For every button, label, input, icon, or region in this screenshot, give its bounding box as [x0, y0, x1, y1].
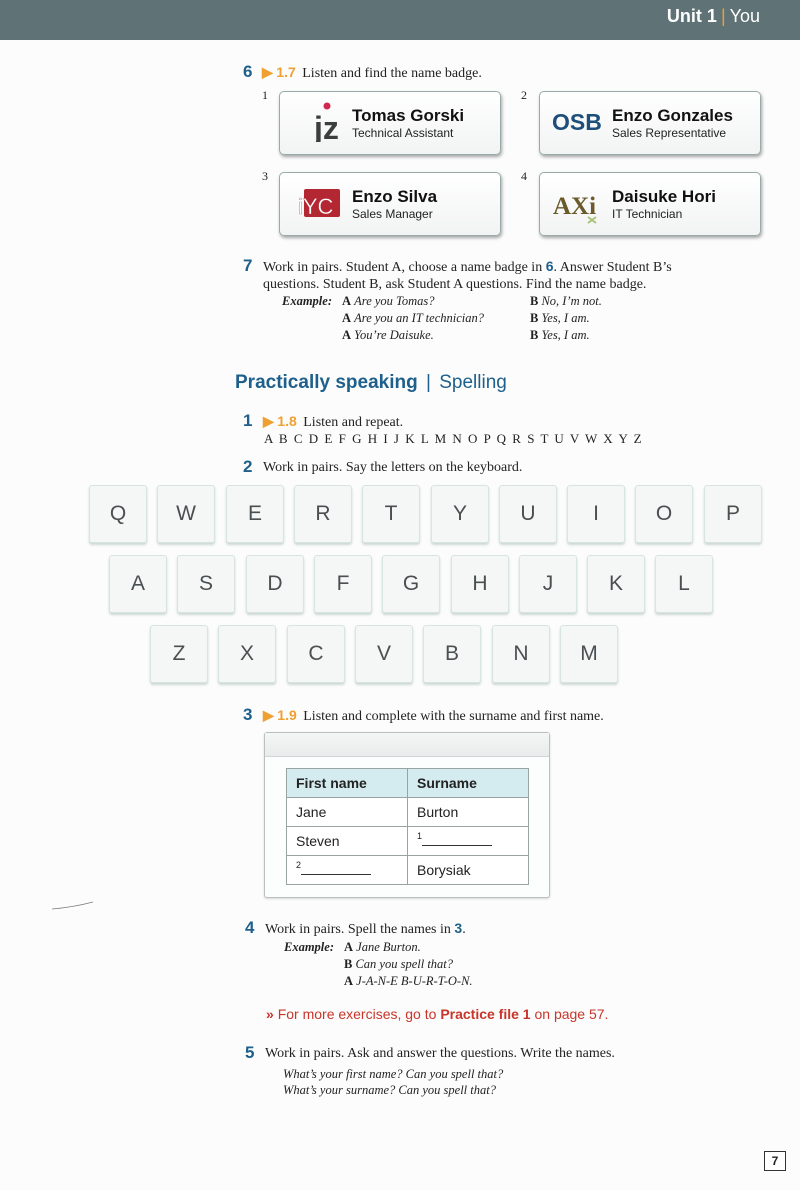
example-line-3b: B Yes, I am. [530, 328, 590, 342]
header-bar [0, 0, 800, 40]
badge-index-3: 3 [262, 169, 268, 183]
name-badge-3[interactable] [279, 172, 501, 236]
svg-text:iYC: iYC [298, 194, 334, 219]
key-v[interactable]: V [355, 625, 413, 683]
practice-5-number: 5 [245, 1043, 255, 1062]
cell-surname: Burton [408, 798, 529, 827]
osb-logo [552, 106, 612, 146]
key-c[interactable]: C [287, 625, 345, 683]
practice-3-number: 3 [243, 705, 253, 724]
cell-first-name: Jane [287, 798, 408, 827]
key-g[interactable]: G [382, 555, 440, 613]
name-badge-4[interactable] [539, 172, 761, 236]
practice-4-example: Example: [284, 940, 334, 954]
key-m[interactable]: M [560, 625, 618, 683]
table-header-row [287, 769, 529, 798]
audio-track[interactable]: 1.7 [276, 64, 296, 80]
practice-3-instruction: ▶ 1.9 Listen and complete with the surname and first name. [263, 707, 604, 724]
example-line-2b: B Yes, I am. [530, 311, 590, 325]
table-row [287, 827, 529, 856]
key-u[interactable]: U [499, 485, 557, 543]
practice-1-number: 1 [243, 411, 253, 430]
cell-surname: Borysiak [408, 856, 529, 885]
audio-track[interactable]: 1.9 [277, 707, 297, 723]
key-y[interactable]: Y [431, 485, 489, 543]
axi-logo [552, 185, 612, 225]
audio-play-icon[interactable]: ▶ [263, 413, 274, 429]
names-table [286, 768, 529, 885]
badge-role: Sales Representative [612, 126, 727, 140]
example-line-2: B Can you spell that? [344, 957, 454, 971]
more-exercises-note: » For more exercises, go to Practice file 1 on page 57. [266, 1006, 609, 1022]
key-i[interactable]: I [567, 485, 625, 543]
double-chevron-icon: » [266, 1006, 274, 1022]
cell-first-name: Steven [287, 827, 408, 856]
table-row [287, 798, 529, 827]
audio-track[interactable]: 1.8 [277, 413, 297, 429]
practice-5-questions: What’s your first name? Can you spell that? What’s your surname? Can you spell that? [283, 1067, 504, 1097]
example-line-2: A Are you an IT technician? [342, 311, 484, 325]
key-o[interactable]: O [635, 485, 693, 543]
key-e[interactable]: E [226, 485, 284, 543]
example-line-3: A J-A-N-E B-U-R-T-O-N. [344, 974, 473, 988]
iyc-logo [296, 189, 346, 229]
page-number: 7 [764, 1151, 786, 1171]
exercise-7-example: Example: [282, 294, 332, 308]
example-line-1b: B No, I’m not. [530, 294, 602, 308]
key-n[interactable]: N [492, 625, 550, 683]
svg-text:AXi: AXi [553, 193, 597, 220]
header-first-name: First name [287, 769, 408, 798]
exercise-6-number: 6 [243, 62, 253, 81]
exercise-6-instruction: ▶ 1.7 Listen and find the name badge. [262, 64, 482, 81]
key-h[interactable]: H [451, 555, 509, 613]
key-d[interactable]: D [246, 555, 304, 613]
svg-text:OSB: OSB [552, 109, 602, 135]
key-w[interactable]: W [157, 485, 215, 543]
gap-1-cell[interactable]: 1 [408, 827, 529, 856]
badge-name: Enzo Silva [352, 187, 438, 206]
key-f[interactable]: F [314, 555, 372, 613]
alphabet-line: A B C D E F G H I J K L M N O P Q R S T U V W X Y Z [264, 431, 643, 446]
key-p[interactable]: P [704, 485, 762, 543]
example-line-1: A Jane Burton. [344, 940, 421, 954]
header-surname: Surname [408, 769, 529, 798]
practice-2-number: 2 [243, 457, 253, 476]
badge-name: Enzo Gonzales [612, 106, 733, 125]
key-x[interactable]: X [218, 625, 276, 683]
key-k[interactable]: K [587, 555, 645, 613]
badge-index-2: 2 [521, 88, 527, 102]
example-line-3: A You’re Daisuke. [342, 328, 434, 342]
gap-2-cell[interactable]: 2 [287, 856, 408, 885]
name-badge-2[interactable] [539, 91, 761, 155]
badge-index-4: 4 [521, 169, 527, 183]
audio-play-icon[interactable]: ▶ [262, 64, 273, 80]
section-heading: Practically speaking | Spelling [235, 372, 507, 393]
gap-2-blank[interactable] [301, 863, 371, 875]
name-badge-1[interactable] [279, 91, 501, 155]
pen-mark-decoration [50, 900, 95, 912]
audio-play-icon[interactable]: ▶ [263, 707, 274, 723]
practice-4-number: 4 [245, 918, 255, 937]
unit-label: Unit 1 | You [666, 6, 760, 26]
practice-5-instruction: Work in pairs. Ask and answer the questions. Write the names. [265, 1046, 615, 1061]
svg-text:jz: jz [314, 110, 339, 142]
badge-role: Sales Manager [352, 207, 433, 221]
key-q[interactable]: Q [89, 485, 147, 543]
key-j[interactable]: J [519, 555, 577, 613]
badge-role: IT Technician [612, 207, 683, 221]
practice-2-instruction: Work in pairs. Say the letters on the keyboard. [263, 460, 523, 475]
exercise-7-instruction: Work in pairs. Student A, choose a name badge in 6. Answer Student B’s questions. Student B, ask Student A questions. Find the name badge. [263, 258, 672, 292]
badge-name: Daisuke Hori [612, 187, 716, 206]
key-z[interactable]: Z [150, 625, 208, 683]
jz-logo [294, 102, 344, 142]
practice-file-link[interactable]: Practice file 1 [440, 1006, 531, 1022]
practice-1-instruction: ▶ 1.8 Listen and repeat. [263, 413, 404, 430]
panel-header [265, 733, 549, 757]
badge-name: Tomas Gorski [352, 106, 465, 125]
key-s[interactable]: S [177, 555, 235, 613]
badge-index-1: 1 [262, 88, 268, 102]
badge-role: Technical Assistant [352, 126, 454, 140]
exercise-7-number: 7 [243, 256, 253, 275]
key-a[interactable]: A [109, 555, 167, 613]
key-l[interactable]: L [655, 555, 713, 613]
practice-4-instruction: Work in pairs. Spell the names in 3. [265, 920, 466, 937]
gap-1-blank[interactable] [422, 834, 492, 846]
example-line-1: A Are you Tomas? [342, 294, 435, 308]
key-b[interactable]: B [423, 625, 481, 683]
table-row [287, 856, 529, 885]
key-t[interactable]: T [362, 485, 420, 543]
key-r[interactable]: R [294, 485, 352, 543]
